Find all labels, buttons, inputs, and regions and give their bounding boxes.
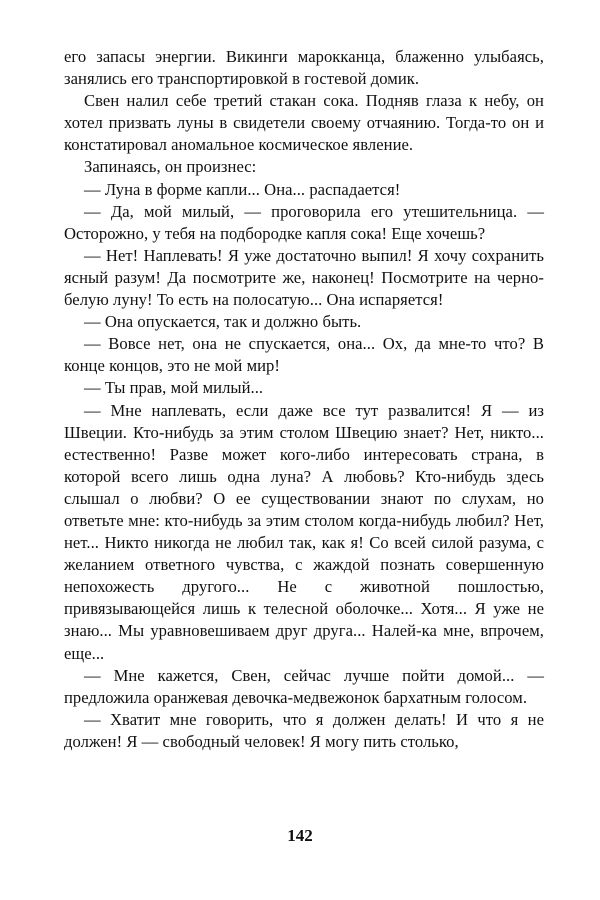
paragraph: — Мне кажется, Свен, сейчас лучше пойти домой... — предложила оранжевая девочка-медвежонок бархатным голосом.: [64, 665, 544, 707]
paragraph: — Мне наплевать, если даже все тут развалится! Я — из Швеции. Кто-нибудь за этим столом Швецию знает? Нет, никто... естественно! Разве может кого-либо интересовать страна, в которой всего лишь одна луна? А любовь? Кто-нибудь здесь слышал о любви? О ее существовании знают по слухам, но ответьте мне: кто-нибудь за этим столом когда-нибудь любил? Нет, нет... Никто никогда не любил так, как я! Со всей силой разума, с желанием ответного чувства, с жаждой познать совершенную непохожесть другого... Не с животной пошлостью, привязывающейся лишь к телесной оболочке... Хотя... Я уже не знаю... Мы уравновешиваем друг друга... Налей-ка мне, впрочем, еще...: [64, 400, 544, 663]
paragraph: — Луна в форме капли... Она... распадается!: [84, 179, 401, 199]
paragraph: — Хватит мне говорить, что я должен делать! И что я не должен! Я — свободный человек! Я могу пить столько,: [64, 709, 544, 751]
paragraph: Свен налил себе третий стакан сока. Подняв глаза к небу, он хотел призвать луны в свидетели своему отчаянию. Тогда-то он и констатировал аномальное космическое явление.: [64, 91, 544, 155]
paragraph: — Ты прав, мой милый...: [84, 378, 264, 398]
paragraph: — Вовсе нет, она не спускается, она... Ох, да мне-то что? В конце концов, это не мой мир!: [64, 334, 544, 376]
paragraph: его запасы энергии. Викинги марокканца, блаженно улыбаясь, занялись его транспортировкой в гостевой домик.: [64, 47, 544, 89]
page-number: 142: [287, 826, 313, 845]
paragraph: — Она опускается, так и должно быть.: [84, 312, 362, 332]
paragraph: — Да, мой милый, — проговорила его утешительница. — Осторожно, у тебя на подбородке капля сока! Еще хочешь?: [64, 201, 544, 243]
paragraph: Запинаясь, он произнес:: [84, 157, 257, 177]
page-text: [64, 46, 544, 753]
paragraph: — Нет! Наплевать! Я уже достаточно выпил! Я хочу сохранить ясный разум! Да посмотрите же, наконец! Посмотрите на черно-белую луну! То есть на полосатую... Она испаряется!: [64, 245, 544, 310]
